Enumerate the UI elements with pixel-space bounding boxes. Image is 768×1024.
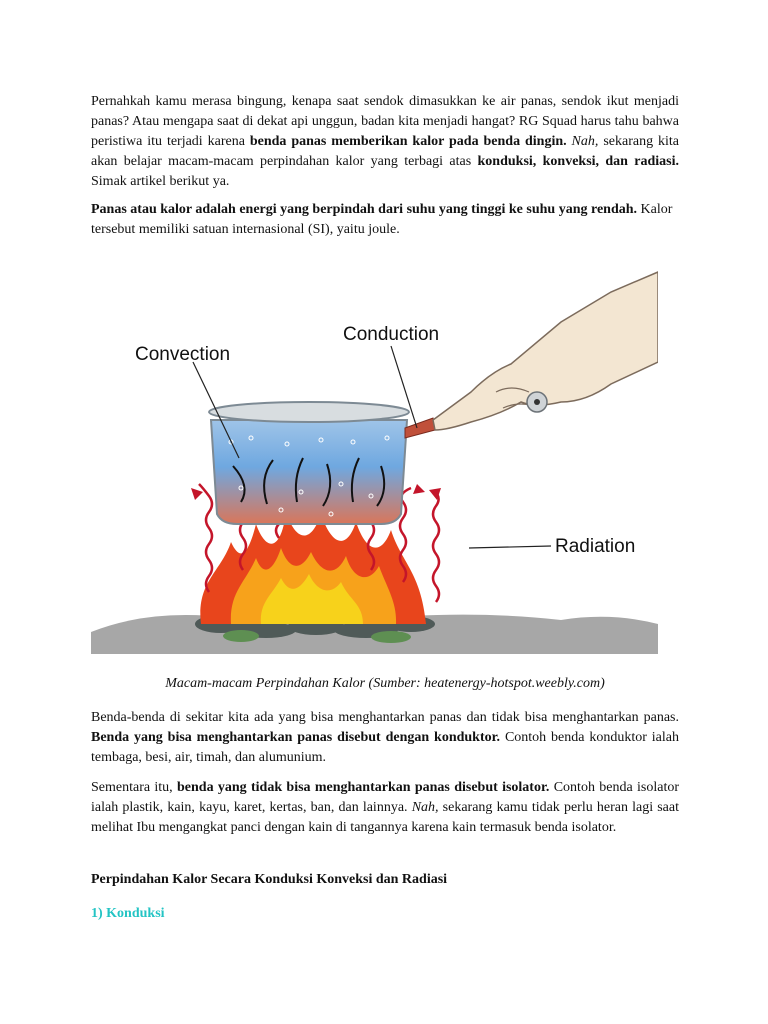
intro-italic-1: Nah, <box>566 134 599 149</box>
insulators-bold: benda yang tidak bisa menghantarkan panas disebut isolator. <box>177 780 550 795</box>
label-radiation: Radiation <box>555 536 636 557</box>
intro-paragraph <box>91 92 679 192</box>
conductors-paragraph <box>91 708 679 768</box>
intro-bold-1: benda panas memberikan kalor pada benda dingin. <box>249 134 567 149</box>
hand <box>433 272 658 430</box>
section-heading: Perpindahan Kalor Secara Konduksi Konveksi dan Radiasi <box>91 872 448 887</box>
conductors-text-1: Benda-benda di sekitar kita ada yang bisa menghantarkan panas dan tidak bisa menghantarkan panas. <box>91 710 679 725</box>
insulators-italic: Nah, <box>411 800 439 815</box>
intro-text-2: sekarang kita akan belajar macam-macam perpindahan kalor yang terbagi atas <box>91 134 679 169</box>
pot <box>209 402 435 524</box>
insulators-text-3: sekarang kamu tidak perlu heran lagi saat melihat Ibu mengangkat panci dengan kain di tangannya karena kain termasuk benda isolator. <box>91 800 679 835</box>
label-convection: Convection <box>135 344 231 365</box>
fire <box>200 512 426 624</box>
subsection-heading: 1) Konduksi <box>91 906 165 921</box>
label-conduction: Conduction <box>343 324 440 345</box>
conductors-text-2: Contoh benda konduktor ialah tembaga, besi, air, timah, dan alumunium. <box>91 730 679 765</box>
conductors-bold: Benda yang bisa menghantarkan panas disebut dengan konduktor. <box>91 730 501 745</box>
intro-bold-2: konduksi, konveksi, dan radiasi. <box>477 154 679 169</box>
intro-text-1: Pernahkah kamu merasa bingung, kenapa saat sendok dimasukkan ke air panas, sendok ikut menjadi panas? Atau mengapa saat di dekat api unggun, badan kita menjadi hangat? RG Squad harus tahu bahwa peristiwa itu terjadi karena <box>91 94 679 149</box>
intro-text-3: Simak artikel berikut ya. <box>91 174 230 189</box>
heat-transfer-figure <box>91 252 658 654</box>
definition-paragraph <box>91 200 679 240</box>
definition-bold: Panas atau kalor adalah energi yang berpindah dari suhu yang tinggi ke suhu yang rendah. <box>91 202 638 217</box>
insulators-paragraph <box>91 778 679 838</box>
figure-caption: Macam-macam Perpindahan Kalor (Sumber: heatenergy-hotspot.weebly.com) <box>165 676 605 691</box>
definition-text: Kalor tersebut memiliki satuan internasional (SI), yaitu joule. <box>91 202 673 237</box>
insulators-text-2: Contoh benda isolator ialah plastik, kain, kayu, karet, kertas, ban, dan lainnya. <box>91 780 679 815</box>
insulators-text-1: Sementara itu, <box>91 780 177 795</box>
